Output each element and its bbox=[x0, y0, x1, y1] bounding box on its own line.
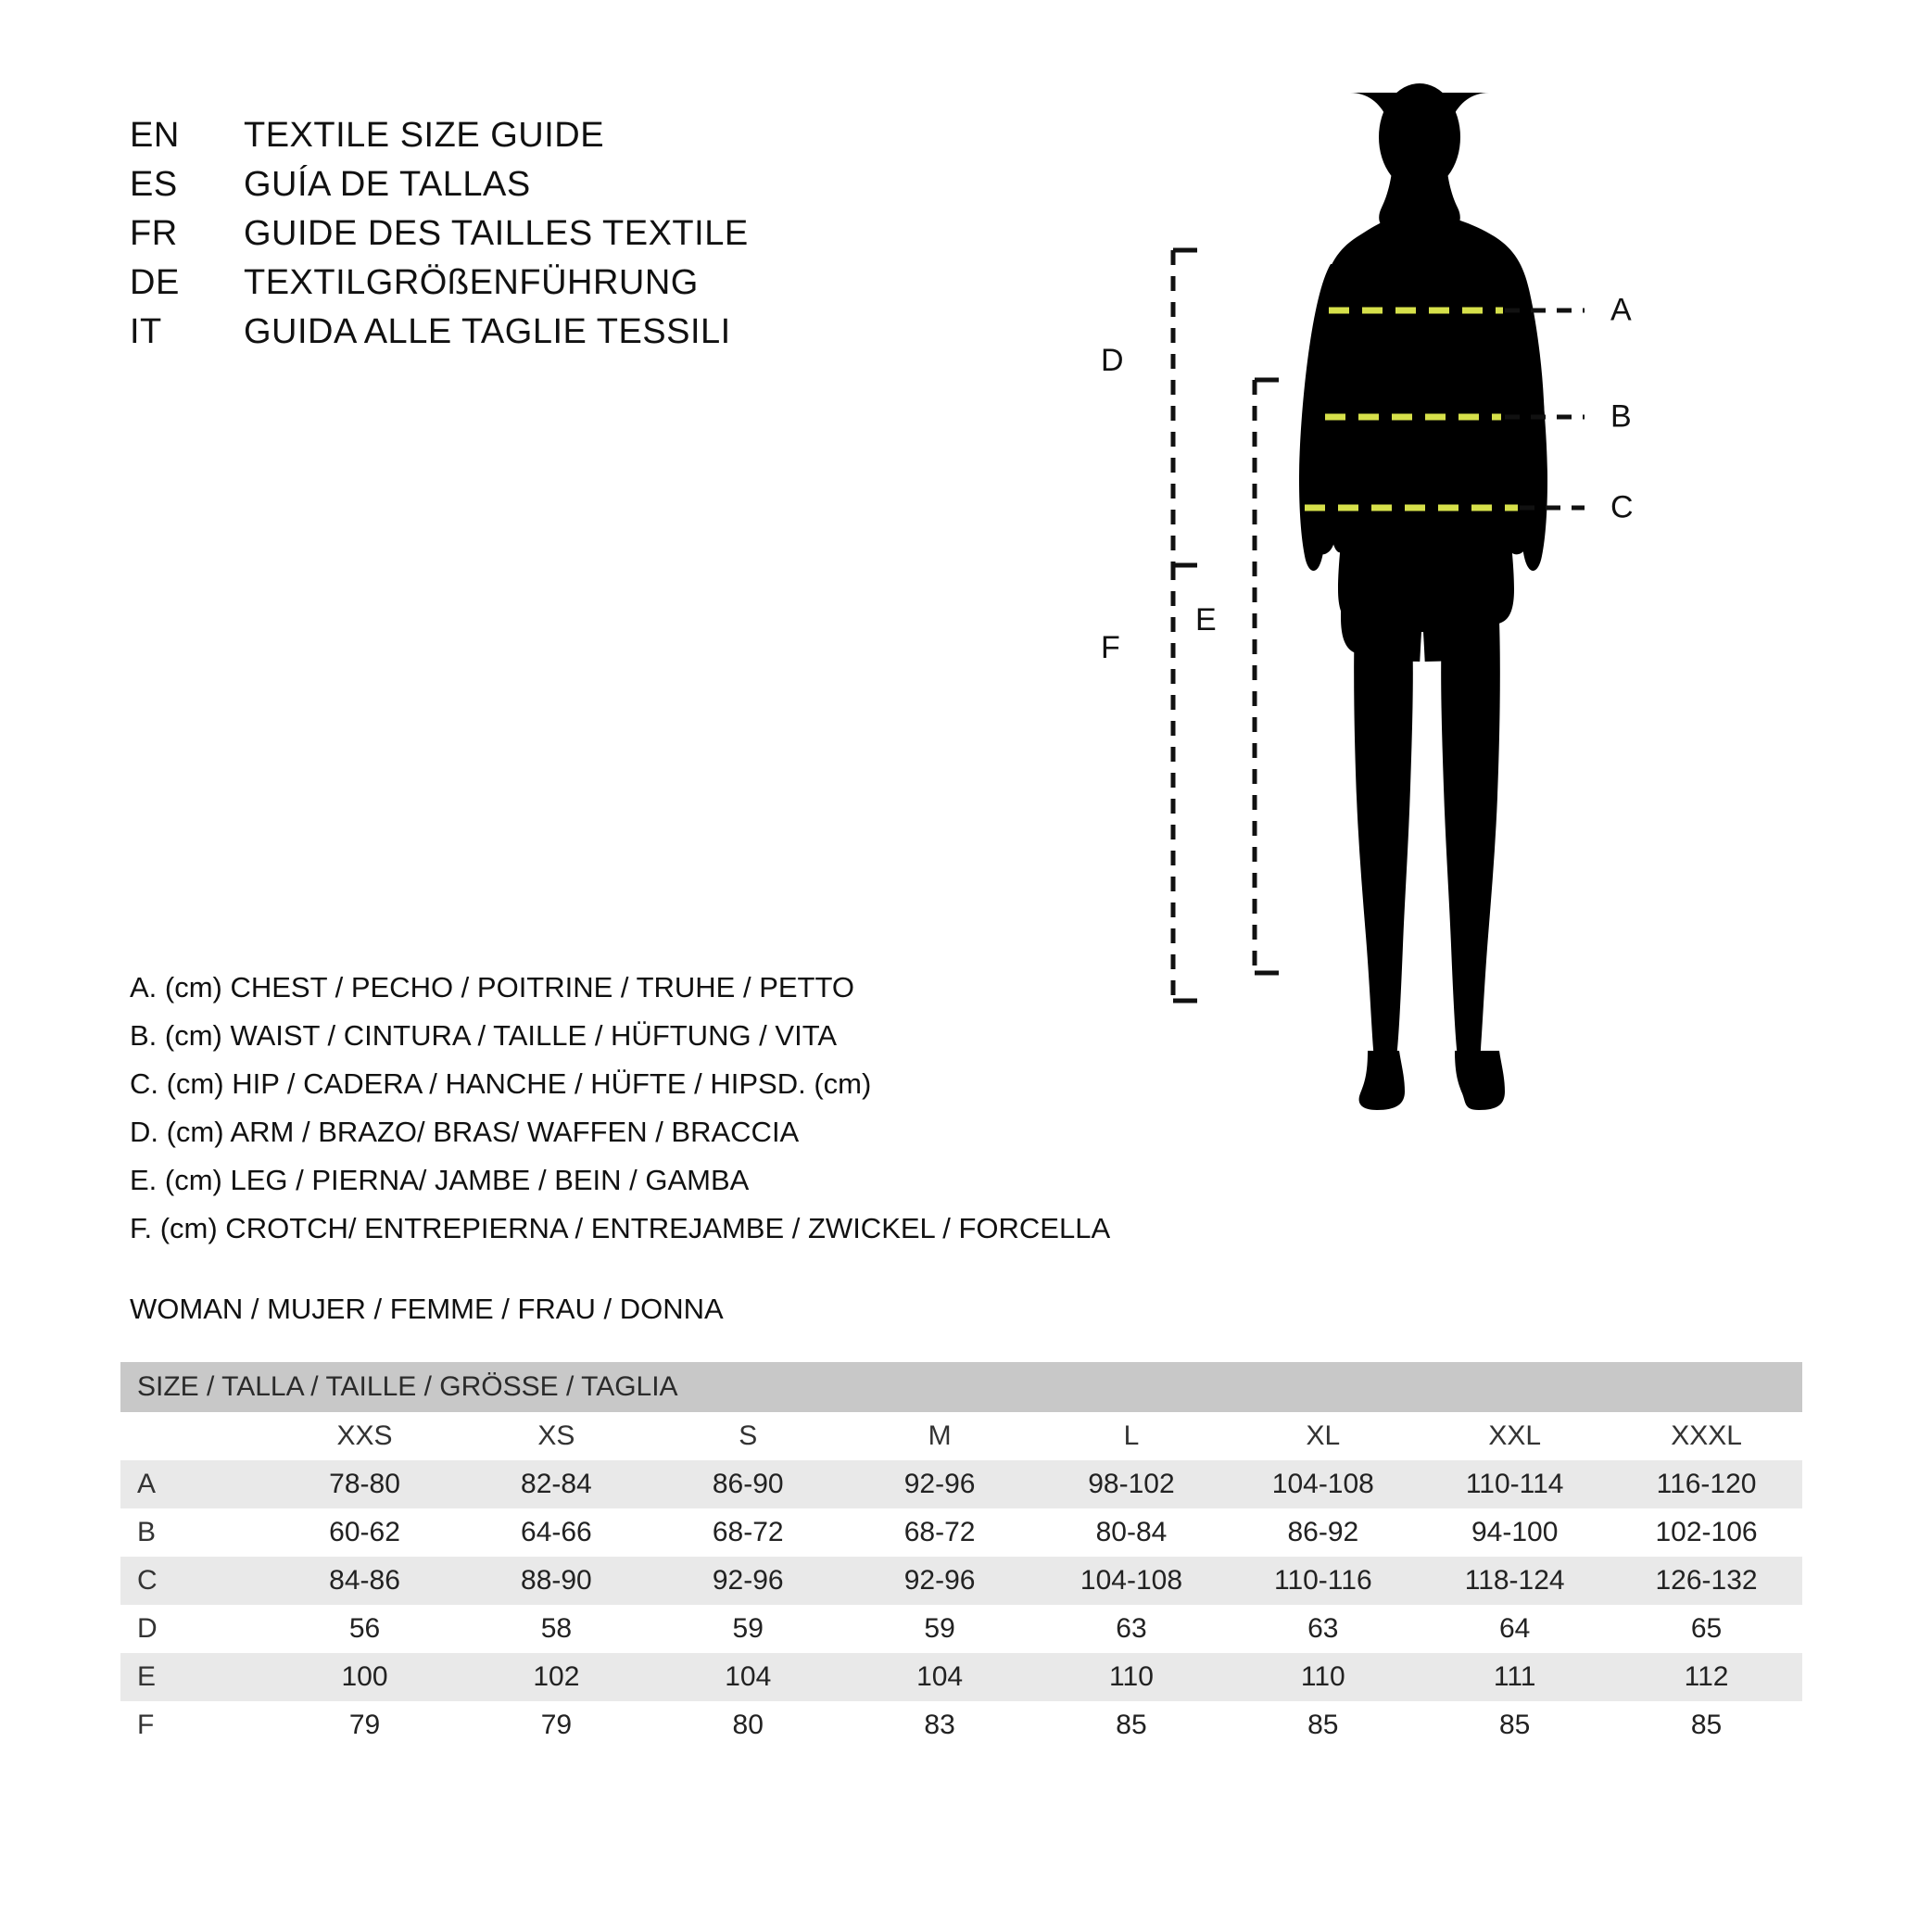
table-row bbox=[120, 1508, 1802, 1557]
cell-a-xxl: 110-114 bbox=[1419, 1460, 1610, 1508]
table-row bbox=[120, 1460, 1802, 1508]
cell-c-xs: 88-90 bbox=[461, 1557, 652, 1605]
cell-c-m: 92-96 bbox=[844, 1557, 1036, 1605]
marker-label-f: F bbox=[1101, 630, 1120, 665]
size-header-l: L bbox=[1036, 1412, 1228, 1460]
marker-label-d: D bbox=[1101, 343, 1124, 378]
title-row bbox=[130, 312, 964, 361]
cell-e-xxl: 111 bbox=[1419, 1653, 1610, 1701]
title-lang-de: DE bbox=[130, 263, 180, 302]
cell-f-xl: 85 bbox=[1227, 1701, 1419, 1749]
cell-b-xs: 64-66 bbox=[461, 1508, 652, 1557]
marker-label-b: B bbox=[1610, 398, 1632, 435]
marker-label-e: E bbox=[1195, 602, 1217, 637]
cell-b-s: 68-72 bbox=[652, 1508, 844, 1557]
title-lang-es: ES bbox=[130, 165, 178, 204]
cell-f-xxxl: 85 bbox=[1610, 1701, 1802, 1749]
table-header-label: SIZE / TALLA / TAILLE / GRÖSSE / TAGLIA bbox=[137, 1371, 678, 1402]
title-lang-fr: FR bbox=[130, 214, 178, 253]
cell-e-xl: 110 bbox=[1227, 1653, 1419, 1701]
title-block bbox=[130, 116, 964, 361]
cell-b-xxs: 60-62 bbox=[269, 1508, 461, 1557]
marker-label-a: A bbox=[1610, 292, 1632, 328]
title-row bbox=[130, 263, 964, 312]
cell-f-xxs: 79 bbox=[269, 1701, 461, 1749]
title-lang-it: IT bbox=[130, 312, 162, 351]
cell-d-xxl: 64 bbox=[1419, 1605, 1610, 1653]
title-row bbox=[130, 214, 964, 263]
cell-b-xxxl: 102-106 bbox=[1610, 1508, 1802, 1557]
legend-line-b: B. (cm) WAIST / CINTURA / TAILLE / HÜFTUNG / VITA bbox=[130, 1019, 838, 1052]
cell-d-xs: 58 bbox=[461, 1605, 652, 1653]
cell-c-xxs: 84-86 bbox=[269, 1557, 461, 1605]
cell-f-xxl: 85 bbox=[1419, 1701, 1610, 1749]
table-row bbox=[120, 1653, 1802, 1701]
cell-d-xl: 63 bbox=[1227, 1605, 1419, 1653]
title-row bbox=[130, 116, 964, 165]
title-lang-en: EN bbox=[130, 116, 180, 155]
cell-b-m: 68-72 bbox=[844, 1508, 1036, 1557]
cell-a-m: 92-96 bbox=[844, 1460, 1036, 1508]
row-label-b: B bbox=[120, 1508, 269, 1557]
cell-d-xxs: 56 bbox=[269, 1605, 461, 1653]
row-label-d: D bbox=[120, 1605, 269, 1653]
cell-a-xs: 82-84 bbox=[461, 1460, 652, 1508]
table-row bbox=[120, 1605, 1802, 1653]
cell-d-m: 59 bbox=[844, 1605, 1036, 1653]
cell-e-s: 104 bbox=[652, 1653, 844, 1701]
cell-d-l: 63 bbox=[1036, 1605, 1228, 1653]
size-header-s: S bbox=[652, 1412, 844, 1460]
table-row bbox=[120, 1701, 1802, 1749]
table-row bbox=[120, 1557, 1802, 1605]
cell-d-xxxl: 65 bbox=[1610, 1605, 1802, 1653]
size-header-xxxl: XXXL bbox=[1610, 1412, 1802, 1460]
legend-line-c: C. (cm) HIP / CADERA / HANCHE / HÜFTE / HIPSD. (cm) bbox=[130, 1067, 872, 1100]
title-text-en: TEXTILE SIZE GUIDE bbox=[244, 116, 605, 155]
cell-a-xxs: 78-80 bbox=[269, 1460, 461, 1508]
measurement-legend bbox=[130, 964, 1223, 1253]
cell-e-xxs: 100 bbox=[269, 1653, 461, 1701]
cell-c-l: 104-108 bbox=[1036, 1557, 1228, 1605]
cell-c-xxxl: 126-132 bbox=[1610, 1557, 1802, 1605]
cell-e-l: 110 bbox=[1036, 1653, 1228, 1701]
cell-a-xl: 104-108 bbox=[1227, 1460, 1419, 1508]
size-header-xs: XS bbox=[461, 1412, 652, 1460]
cell-c-s: 92-96 bbox=[652, 1557, 844, 1605]
cell-b-xl: 86-92 bbox=[1227, 1508, 1419, 1557]
title-row bbox=[130, 165, 964, 214]
title-text-es: GUÍA DE TALLAS bbox=[244, 165, 531, 204]
legend-line-a: A. (cm) CHEST / PECHO / POITRINE / TRUHE / PETTO bbox=[130, 971, 854, 1003]
size-header-xxl: XXL bbox=[1419, 1412, 1610, 1460]
cell-f-l: 85 bbox=[1036, 1701, 1228, 1749]
title-text-de: TEXTILGRÖßENFÜHRUNG bbox=[244, 263, 699, 302]
size-table bbox=[120, 1362, 1802, 1749]
cell-a-xxxl: 116-120 bbox=[1610, 1460, 1802, 1508]
female-silhouette-icon bbox=[1149, 65, 1835, 1205]
row-label-e: E bbox=[120, 1653, 269, 1701]
marker-label-c: C bbox=[1610, 489, 1634, 525]
measurement-figure bbox=[1101, 65, 1835, 1205]
table-sizes-row bbox=[120, 1412, 1802, 1460]
cell-a-s: 86-90 bbox=[652, 1460, 844, 1508]
cell-d-s: 59 bbox=[652, 1605, 844, 1653]
cell-e-m: 104 bbox=[844, 1653, 1036, 1701]
row-label-f: F bbox=[120, 1701, 269, 1749]
cell-b-l: 80-84 bbox=[1036, 1508, 1228, 1557]
cell-c-xl: 110-116 bbox=[1227, 1557, 1419, 1605]
size-header-xxs: XXS bbox=[269, 1412, 461, 1460]
cell-c-xxl: 118-124 bbox=[1419, 1557, 1610, 1605]
title-text-fr: GUIDE DES TAILLES TEXTILE bbox=[244, 214, 749, 253]
title-text-it: GUIDA ALLE TAGLIE TESSILI bbox=[244, 312, 731, 351]
cell-e-xxxl: 112 bbox=[1610, 1653, 1802, 1701]
cell-f-m: 83 bbox=[844, 1701, 1036, 1749]
row-label-c: C bbox=[120, 1557, 269, 1605]
cell-e-xs: 102 bbox=[461, 1653, 652, 1701]
row-label-a: A bbox=[120, 1460, 269, 1508]
size-header-m: M bbox=[844, 1412, 1036, 1460]
cell-f-s: 80 bbox=[652, 1701, 844, 1749]
cell-a-l: 98-102 bbox=[1036, 1460, 1228, 1508]
legend-line-d: D. (cm) ARM / BRAZO/ BRAS/ WAFFEN / BRACCIA bbox=[130, 1116, 800, 1148]
sizes-row-corner bbox=[120, 1412, 269, 1460]
category-label: WOMAN / MUJER / FEMME / FRAU / DONNA bbox=[130, 1293, 724, 1325]
legend-line-f: F. (cm) CROTCH/ ENTREPIERNA / ENTREJAMBE / ZWICKEL / FORCELLA bbox=[130, 1212, 1111, 1244]
table-header-row bbox=[120, 1362, 1802, 1412]
cell-b-xxl: 94-100 bbox=[1419, 1508, 1610, 1557]
size-header-xl: XL bbox=[1227, 1412, 1419, 1460]
cell-f-xs: 79 bbox=[461, 1701, 652, 1749]
legend-line-e: E. (cm) LEG / PIERNA/ JAMBE / BEIN / GAMBA bbox=[130, 1164, 750, 1196]
